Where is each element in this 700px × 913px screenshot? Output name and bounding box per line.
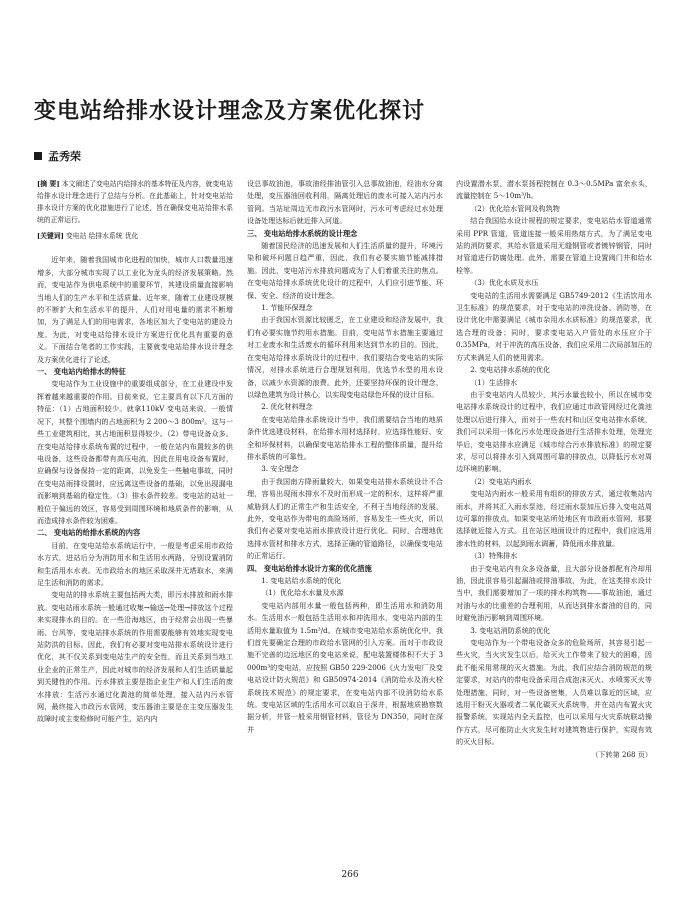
column-2 [247, 178, 443, 736]
subsection-heading: 3. 安全理念 [261, 464, 299, 474]
subsection-heading: 3. 变电站消防系统的优化 [470, 625, 551, 635]
page-number: 266 [341, 870, 359, 880]
paragraph: 由于变电站内有众多设备量，且大部分设备都配有冷却用油，因此很容易引起漏油或排油事故，为此，在这类排水设计当中，我们需要增加了一项的排水构筑物——事故油池，通过对油与水的比重差的合理利用，从而达到排水畜油的目的，同时避免油污影响到周围环境。 [456, 563, 652, 623]
subsection-heading: 1. 节能环保理念 [261, 303, 313, 313]
paragraph: 由于我国水资源比较匮乏，在工业建设和经济发展中，我们有必要实施节约用水措施。目前，变电站节水措施主要通过对工业废水和生活废水的循环利用来达到节水的目的。因此，在变电站给排水系统设计的过程中，我们要结合变电站的实际情况，对排水系统进行合理规划利用，优选节水型的用水设备，以减少水资源的浪费。此外，还要坚持环保的设计理念，以绿色建筑为设计核心，以实现变电站绿色环保的设计目标。 [247, 315, 443, 399]
keywords-label: [关键词] [37, 232, 64, 240]
paragraph: 设总事故油池，事故油经排油管引入总事故油池，经油水分离处理，变压器油回收利用，隔离处理后的废水可接入站内污水管网。当站址周边无市政污水管网时，污水可考虑经过水处理设备处理达标后就近排入河道。 [247, 179, 443, 226]
keywords [37, 230, 233, 242]
section-heading: 四、 变电站给排水设计方案的优化措施 [247, 563, 372, 573]
author-name: 孟秀荣 [48, 150, 81, 163]
paragraph: 变电站作为一个带电设备众多的危险场所，其容易引起一些火灾，当火灾发生以后，给灭火工作带来了较大的困难，因此不能采用常规的灭火措施。为此，我们应结合消防规范的规定要求，对站内的带电设备采用合成泡沫灭火、水喷雾灭火等处理措施，同时，对一些设备密集，人员难以靠近的区域，应选用干粉灭火器或者二氧化碳灭火系统等，并在站内布置火灾报警系统，实现站内全天监控，也可以采用与火灾系统联动操作方式，尽可能防止火灾发生时对建筑物进行保护，实现有效的灭火目标。 [456, 638, 652, 747]
paragraph: 变电站内部用水量一般包括两种，即生活用水和消防用水。生活用水一般包括生活用水和冲洗用水，变电站内部的生活用水量取值为 1.5m³/d。在城市变电站给水系统优化中，我们首先要确定合理的市政给水管网的引入方案。而对于市政设施不完善的边远地区的变电站来说，配电装置楼体积不大于 3 000m³的变电站，应按照 GB50 229-2006《火力发电厂及变电站设计防火规范》和 GB50974-2014《消防给水及消火栓系统技术规范》的规定要求，在变电站内部不设消防给水系统。变电站区域的生活用水可以取自于深井，根据地质勘察数据分析，井管一般采用钢管材料，管径为 DN350，同时在深井 [247, 600, 443, 734]
paragraph: 结合我国给水设计规程的规定要求，变电站给水管道通常采用 PPR 管道，管道连接一般采用热熔方式，为了满足变电站的消防要求，其给水管道采用无缝钢管或者镀锌钢管，同时对管道进行防腐处理。此外，需要在管道上设置阀门井和给水栓等。 [456, 216, 652, 275]
author-line [34, 148, 81, 164]
paragraph: 目前，在变电站给水系统运行中，一般是考虑采用市政给水方式，进站后分为消防用水和生活用水两路，分别设置消防和生活用水水表。无市政给水的地区采取深井无塔取水，来满足生活和消防的需求。 [37, 540, 233, 587]
subsection-heading: 2. 变电站排水系统的优化 [470, 365, 551, 375]
paragraph: 变电站的生活用水需要满足 GB5749-2012《生活饮用水卫生标准》的规范要求，对于变电站的冲洗设备、消防等，在设计优化中需要满足《城市杂用水水质标准》的规范要求，优选合理的设备；同时，要求变电站入户管处的水压应介于 0.35MPa，对于冲洗的高压设备，我们应采用二次局部加压的方式来满足人们的使用需求。 [456, 290, 652, 362]
subsection-heading: （3）特殊排水 [470, 551, 518, 561]
keywords-text: 变电站 给排水系统 优化 [66, 232, 139, 240]
subsection-heading: （2）变电站内雨水 [470, 476, 532, 486]
article-title: 变电站给排水设计理念及方案优化探讨 [34, 99, 426, 124]
abstract-text: 本文阐述了变电站内给排水的基本特征及内容，就变电站给排水设计理念进行了总结与分析。在此基础上，针对变电站给排水设计方案的优化措施进行了论述，旨在确保变电站给排水系统的正常运行。 [37, 180, 233, 224]
paragraph: 在变电站给排水系统设计当中，我们需要结合当地的地质条件优选建设材料，在给排水用材选择时，应选择性能好、安全和环保材料，以确保变电站给排水工程的整体质量，提升给排水系统的可靠性。 [247, 414, 443, 461]
paragraph: 变电站内雨水一般采用有组织的排放方式，通过收集站内雨水，并将其汇入雨水泵池，经过雨水泵加压后排入变电站周边可靠的排放点。如果变电站所处地区有市政雨水管网，那要选择就近接入方式。且在站区地面设计的过程中，我们应选用渗水性的材料，以起到雨水调蓄，降低雨水排放量。 [456, 489, 652, 548]
section-heading: 一、 变电站内给排水的特征 [37, 367, 126, 377]
continued-note: （下转第 268 页） [591, 749, 652, 759]
column-1 [37, 178, 233, 726]
paragraph: 内设置潜水泵，潜水泵扬程控制在 0.3～0.5MPa 富余水头，流量控制在 5～10m³/h。 [456, 179, 652, 201]
paragraph: 近年来，随着我国城市化进程的加快，城市人口数量迅速增多，大部分城市实现了以工业化为龙头的经济发展策略。然而，变电站作为供电系统中的重要环节，其建设质量直接影响当地人们的生产水平和生活质量。近年来，随着工业建设规模的不断扩大和生活水平的提升，人们对用电量的需求不断增加，为了满足人们的用电需求，各地区加大了变电站的建设力度。为此，对变电站给排水设计方案进行优化具有重要的意义。下面结合笔者的工作实践，主要就变电站给排水设计理念及方案优化进行了论述。 [37, 255, 233, 364]
abstract [37, 178, 233, 226]
paragraph: 变电站的排水系统主要包括两大类，即污水排放和雨水排放。变电站雨水系统一般通过收集→输送→处理→排放这个过程来实现排水的目的。在一些沿海地区，由于经常会出现一些暴雨、台风等，变电站排水系统的作用需要能够有效地实现变电站防洪的目标。因此，我们有必要对变电站排水系统设计进行优化，其不仅关系到变电站生产的安全性，而且关系到当地工业企业的正常生产，因此对城市的经济发展和人们生活质量起到关键性的作用。污水排放主要是指企业生产和人们生活的废水排放：生活污水通过化粪池的简单处理，接入站内污水管网，最终接入市政污水管网，变压器油主要是在主变压器发生故障时或主变检修时可能产生，站内内 [37, 590, 233, 724]
subsection-heading: （1）生活排水 [470, 377, 518, 387]
subsection-heading: 1. 变电站给水系统的优化 [261, 576, 342, 585]
abstract-label: [摘 要] [37, 180, 60, 188]
subsection-heading: （3）优化水质及水压 [470, 278, 539, 288]
paragraph: 随着国民经济的迅速发展和人们生活质量的提升，环境污染和破坏问题日趋严重，因此，我们有必要实施节能减排措施。因此，变电站污水排放问题成为了人们着重关注的焦点。在变电站给排水系统优化设计的过程中，人们应引进节能、环保、安全、经济的设计理念。 [247, 241, 443, 300]
subsection-heading: （2）优化给水管网及构筑物 [470, 203, 560, 213]
paragraph: 由于变电站内人员较少，其污水量也较小，所以在城市变电站排水系统设计的过程中，我们应通过市政管网经过化粪池处理以后进行排入，而对于一些农村和山区变电站排水系统，我们可以采用一体化污水处理设备进行生活排水处理，处理完毕后，变电站排水应满足《城市综合污水排放标准》的规定要求，尽可以将排水引入到周围可靠的排放点，以降低污水对周边环境的影响。 [456, 389, 652, 474]
section-heading: 二、 变电站的给排水系统的内容 [37, 528, 141, 538]
paragraph: 由于我国南方降雨量较大，如果变电站排水系统设计不合理，容易出现雨水排水不及时而形成一定的积水，这样将严重威胁到人们的正常生产和生活安全，不利于当地经济的发展，此外，变电站作为带电的高险场所，容易发生一些火灾，所以我们有必要对变电站雨水排放设计进行优化。同时，合理地优选排水管材和排水方式，选择正确的管道路径，以确保变电站的正常运行。 [247, 476, 443, 561]
subsection-heading: 2. 优化材料理念 [261, 402, 313, 412]
subsection-heading: （1）优化给水水量及水源 [261, 588, 344, 598]
section-heading: 三、 变电站给排水系统的设计理念 [247, 228, 358, 238]
square-bullet-icon [34, 152, 42, 160]
paragraph: 变电站作为工业设施中的重要组成部分，在工业建设中发挥着越来越重要的作用。目前来说，它主要具有以下几方面的特征：（1）占地面积较少。就拿110kV 变电站来说，一般情况下，其整个围墙内的占地面积为 2 200～3 800m²。这与一些工业建筑相比，其占地面积显得较少。（2）带电设备众多。在变电站给排水系统布置的过程中，一般在站内布置较多的供电设备，这些设备都带有高压电流，因此在用电设备布置时，应确保与设备保持一定的距离，以免发生一些触电事故，同时在变电站雨排设置时，应远离这些设备的基础，以免出现漏电而影响到基础的稳定性。（3）排水条件较差。变电站的站址一般位于偏远的效区，容易受到周围环境和地质条件的影响，从而造成排水条件较为困难。 [37, 379, 233, 525]
column-3 [456, 178, 652, 761]
